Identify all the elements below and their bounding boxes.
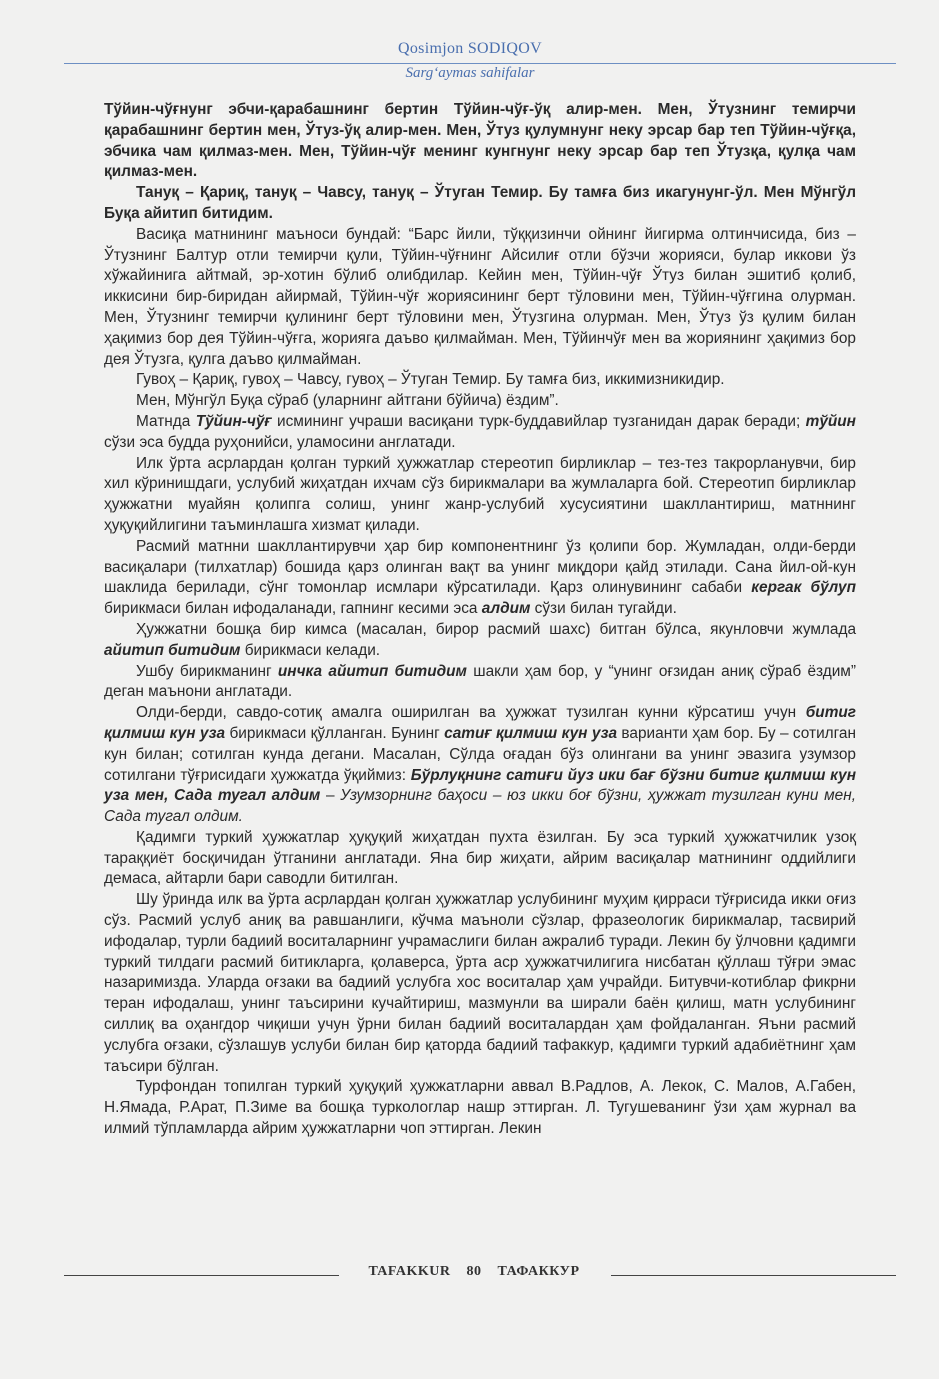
paragraph <box>104 620 856 662</box>
text-run: бирикмаси қўлланган. Бунинг <box>225 724 445 742</box>
running-header-subtitle: Sarg‘aymas sahifalar <box>405 65 535 81</box>
text-run: Тўйин-чўғнунг эбчи-қарабашнинг бертин Тўйин-чўғ-ўқ алир-мен. Мен, Ўтузнинг темирчи қарабашнинг бертин мен, Ўтуз-ўқ алир-мен. Мен, Ўтуз қулумнунг неку эрсар бар теп Тўйин-чўғқа, эбчика чам қилмаз-мен. Мен, Тўйин-чўғ менинг кунгнунг неку эрсар бар теп Ўтузқа, қулқа чам қилмаз-мен. <box>104 101 856 181</box>
emphasized-term: кергак бўлуп <box>751 579 856 597</box>
paragraph <box>104 537 856 620</box>
text-run: Мен, Мўнгўл Буқа сўраб (уларнинг айтгани бўйича) ёздим”. <box>136 392 559 410</box>
emphasized-term: тўйин <box>805 412 856 430</box>
paragraph <box>104 828 856 890</box>
text-run: Қадимги туркий ҳужжатлар ҳуқуқий жиҳатдан пухта ёзилган. Бу эса туркий ҳужжатчилик узоқ тараққиёт босқичидан ўтганини англатади. Яна бир жиҳати, айрим васиқалар матнининг оддийлиги демаса, айтарли бари саводли битилган. <box>104 828 856 888</box>
footer-journal-latin: TAFAKKUR <box>368 1264 451 1279</box>
text-run: Ушбу бирикманинг <box>136 662 278 680</box>
paragraph <box>104 454 856 537</box>
text-run: – <box>320 787 341 805</box>
emphasized-term: Тўйин-чўғ <box>195 412 272 430</box>
text-run: Гувоҳ – Қариқ, гувоҳ – Чавсу, гувоҳ – Ўтуган Темир. Бу тамға биз, иккимизникидир. <box>136 371 725 389</box>
paragraph <box>104 225 856 371</box>
text-run: Матнда <box>136 412 196 430</box>
italic-text: Узумзорнинг баҳоси – юз икки боғ бўзни, ҳужжат тузилган куни мен, Сада тугал олдим. <box>104 787 856 826</box>
footer-journal-cyrillic: ТАФАККУР <box>497 1264 580 1279</box>
emphasized-term: алдим <box>481 600 531 618</box>
text-run: сўзи эса будда руҳонийси, уламосини англатади. <box>104 433 456 451</box>
text-run: Васиқа матнининг маъноси бундай: “Барс йили, тўққизинчи ойнинг йигирма олтинчисида, биз – Ўтузнинг Балтур отли темирчи қули, Тўйин-чўғнинг Айсилиғ отли бўзчи жорияси, булар иккови ўз хўжайинига айтмай, эр-хотин бўлиб олибдилар. Кейин мен, Тўйин-чўғ Ўтуз билан эшитиб қолиб, иккисини бир-биридан айирмай, Тўйин-чўғ жориясининг берт тўловини мен, Тўйин-чўғгина олурман. Мен, Ўтузнинг темирчи қулининг берт тўловини мен, Ўтузгина олурман. Мен, Ўтуз ўз қулим билан ҳақимиз бор дея Тўйин-чўғга, жорияга даъво қилмайман. Мен, Тўйинчўғ мен ва жориянинг ҳақимиз бор дея Ўтузга, қулга даъво қилмайман. <box>104 225 856 368</box>
paragraph <box>104 703 856 828</box>
text-run: Ҳужжатни бошқа бир кимса (масалан, бирор расмий шахс) битган бўлса, якунловчи жумлада <box>136 620 856 638</box>
paragraph <box>104 391 856 412</box>
emphasized-term: битиг қилмиш кун уза <box>104 704 856 742</box>
text-run: шакли ҳам бор, у “унинг оғзидан аниқ сўраб ёздим” деган маънони англатади. <box>104 662 857 701</box>
emphasized-term: айитип битидим <box>104 641 241 659</box>
paragraph <box>104 183 856 225</box>
running-header-author: Qosimjon SODIQOV <box>398 40 542 57</box>
text-run: Тануқ – Қариқ, тануқ – Чавсу, тануқ – Ўтуган Темир. Бу тамға биз икагунунг-ўл. Мен Мўнгўл Буқа айитип битидим. <box>104 184 856 222</box>
header-rule <box>64 63 896 64</box>
paragraph <box>104 412 856 454</box>
emphasized-term: инчка айитип битидим <box>277 662 467 680</box>
text-run: Олди-берди, савдо-сотиқ амалга оширилган ва ҳужжат тузилган кунни кўрсатиш учун <box>136 704 806 722</box>
text-run: Шу ўринда илк ва ўрта асрлардан қолган ҳужжатлар услубининг муҳим қирраси тўғрисида икки оғиз сўз. Расмий услуб аниқ ва равшанлиги, кўчма маъноли сўзлар, фразеологик бирикмалар, тасвирий ифодалар, турли бадиий воситаларнинг учрамаслиги билан ажралиб туради. Лекин бу ўлчовни қадимги туркий тилдаги расмий битикларга, қолаверса, ўрта аср ҳужжатчилигига нисбатан қўллаш тўғри эмас назаримизда. Уларда оғзаки ва бадиий услубга хос воситалар ҳам учрайди. Битувчи-котиблар фикрни теран ифодалаш, унинг таъсирини кучайтириш, мазмунли ва ширали баён қилиш, матн услубининг силлиқ ва оҳангдор чиқиши учун ўрни билан бадиий воситалардан ҳам фойдаланган. Яъни расмий услубга оғзаки, сўзлашув услуби билан бир қаторда бадиий тафаккур, қадимги туркий адабиётнинг ҳам таъсири бўлган. <box>104 891 856 1075</box>
text-run: бирикмаси келади. <box>240 641 381 659</box>
footer-rule-right <box>611 1275 896 1276</box>
text-run: Илк ўрта асрлардан қолган туркий ҳужжатлар стереотип бирликлар – тез-тез такрорланувчи, бир хил кўринишдаги, услубий жиҳатдан ихчам сўз бирикмалари ва жумлаларга бой. Стереотип бирликлар ҳужжатни муайян қолипга солиш, унинг жанр-услубий хусусиятини шакллантириш, матннинг ҳуқуқийлигини таъминлашга хизмат қилади. <box>104 454 856 534</box>
emphasized-term: Бўрлуқнинг сатиғи йуз ики бағ бўзни битиг қилмиш кун уза мен, Сада тугал алдим <box>104 766 856 805</box>
paragraph <box>104 1077 856 1139</box>
footer-text <box>349 1264 599 1280</box>
page-footer <box>64 1262 896 1284</box>
paragraph <box>104 370 856 391</box>
text-run: сўзи билан тугайди. <box>530 600 677 618</box>
text-run: Расмий матнни шакллантирувчи ҳар бир компонентнинг ўз қолипи бор. Жумладан, олди-берди васиқалари (тилхатлар) бошида қарз олинган вақт ва унинг миқдори қайд этилади. Сана йил-ой-кун шаклида берилади, сўнг томонлар исмлари кўрсатилади. Қарз олинувининг сабаби <box>104 537 856 597</box>
page-number: 80 <box>466 1264 482 1279</box>
paragraph <box>104 662 856 704</box>
emphasized-term: сатиғ қилмиш кун уза <box>444 724 618 742</box>
paragraph <box>104 100 856 183</box>
article-body <box>104 100 856 1140</box>
text-run: исмининг учраши васиқани турк-буддавийлар тузганидан дарак беради; <box>271 412 806 430</box>
footer-rule-left <box>64 1275 339 1276</box>
text-run: бирикмаси билан ифодаланади, гапнинг кесими эса <box>104 600 482 618</box>
text-run: Турфондан топилган туркий ҳуқуқий ҳужжатларни аввал В.Радлов, А. Лекок, С. Малов, А.Габен, Н.Ямада, Р.Арат, П.Зиме ва бошқа туркологлар нашр эттирган. Л. Тугушеванинг ўзи ҳам журнал ва илмий тўпламларда айрим ҳужжатларни чоп эттирган. Лекин <box>104 1078 856 1138</box>
paragraph <box>104 890 856 1077</box>
text-run: варианти ҳам бор. Бу – сотилган кун билан; сотилган кунда дегани. Масалан, Сўлда оғадан бўз олингани ва унинг эвазига узумзор сотилгани тўғрисидаги ҳужжатда ўқиймиз: <box>104 724 856 784</box>
